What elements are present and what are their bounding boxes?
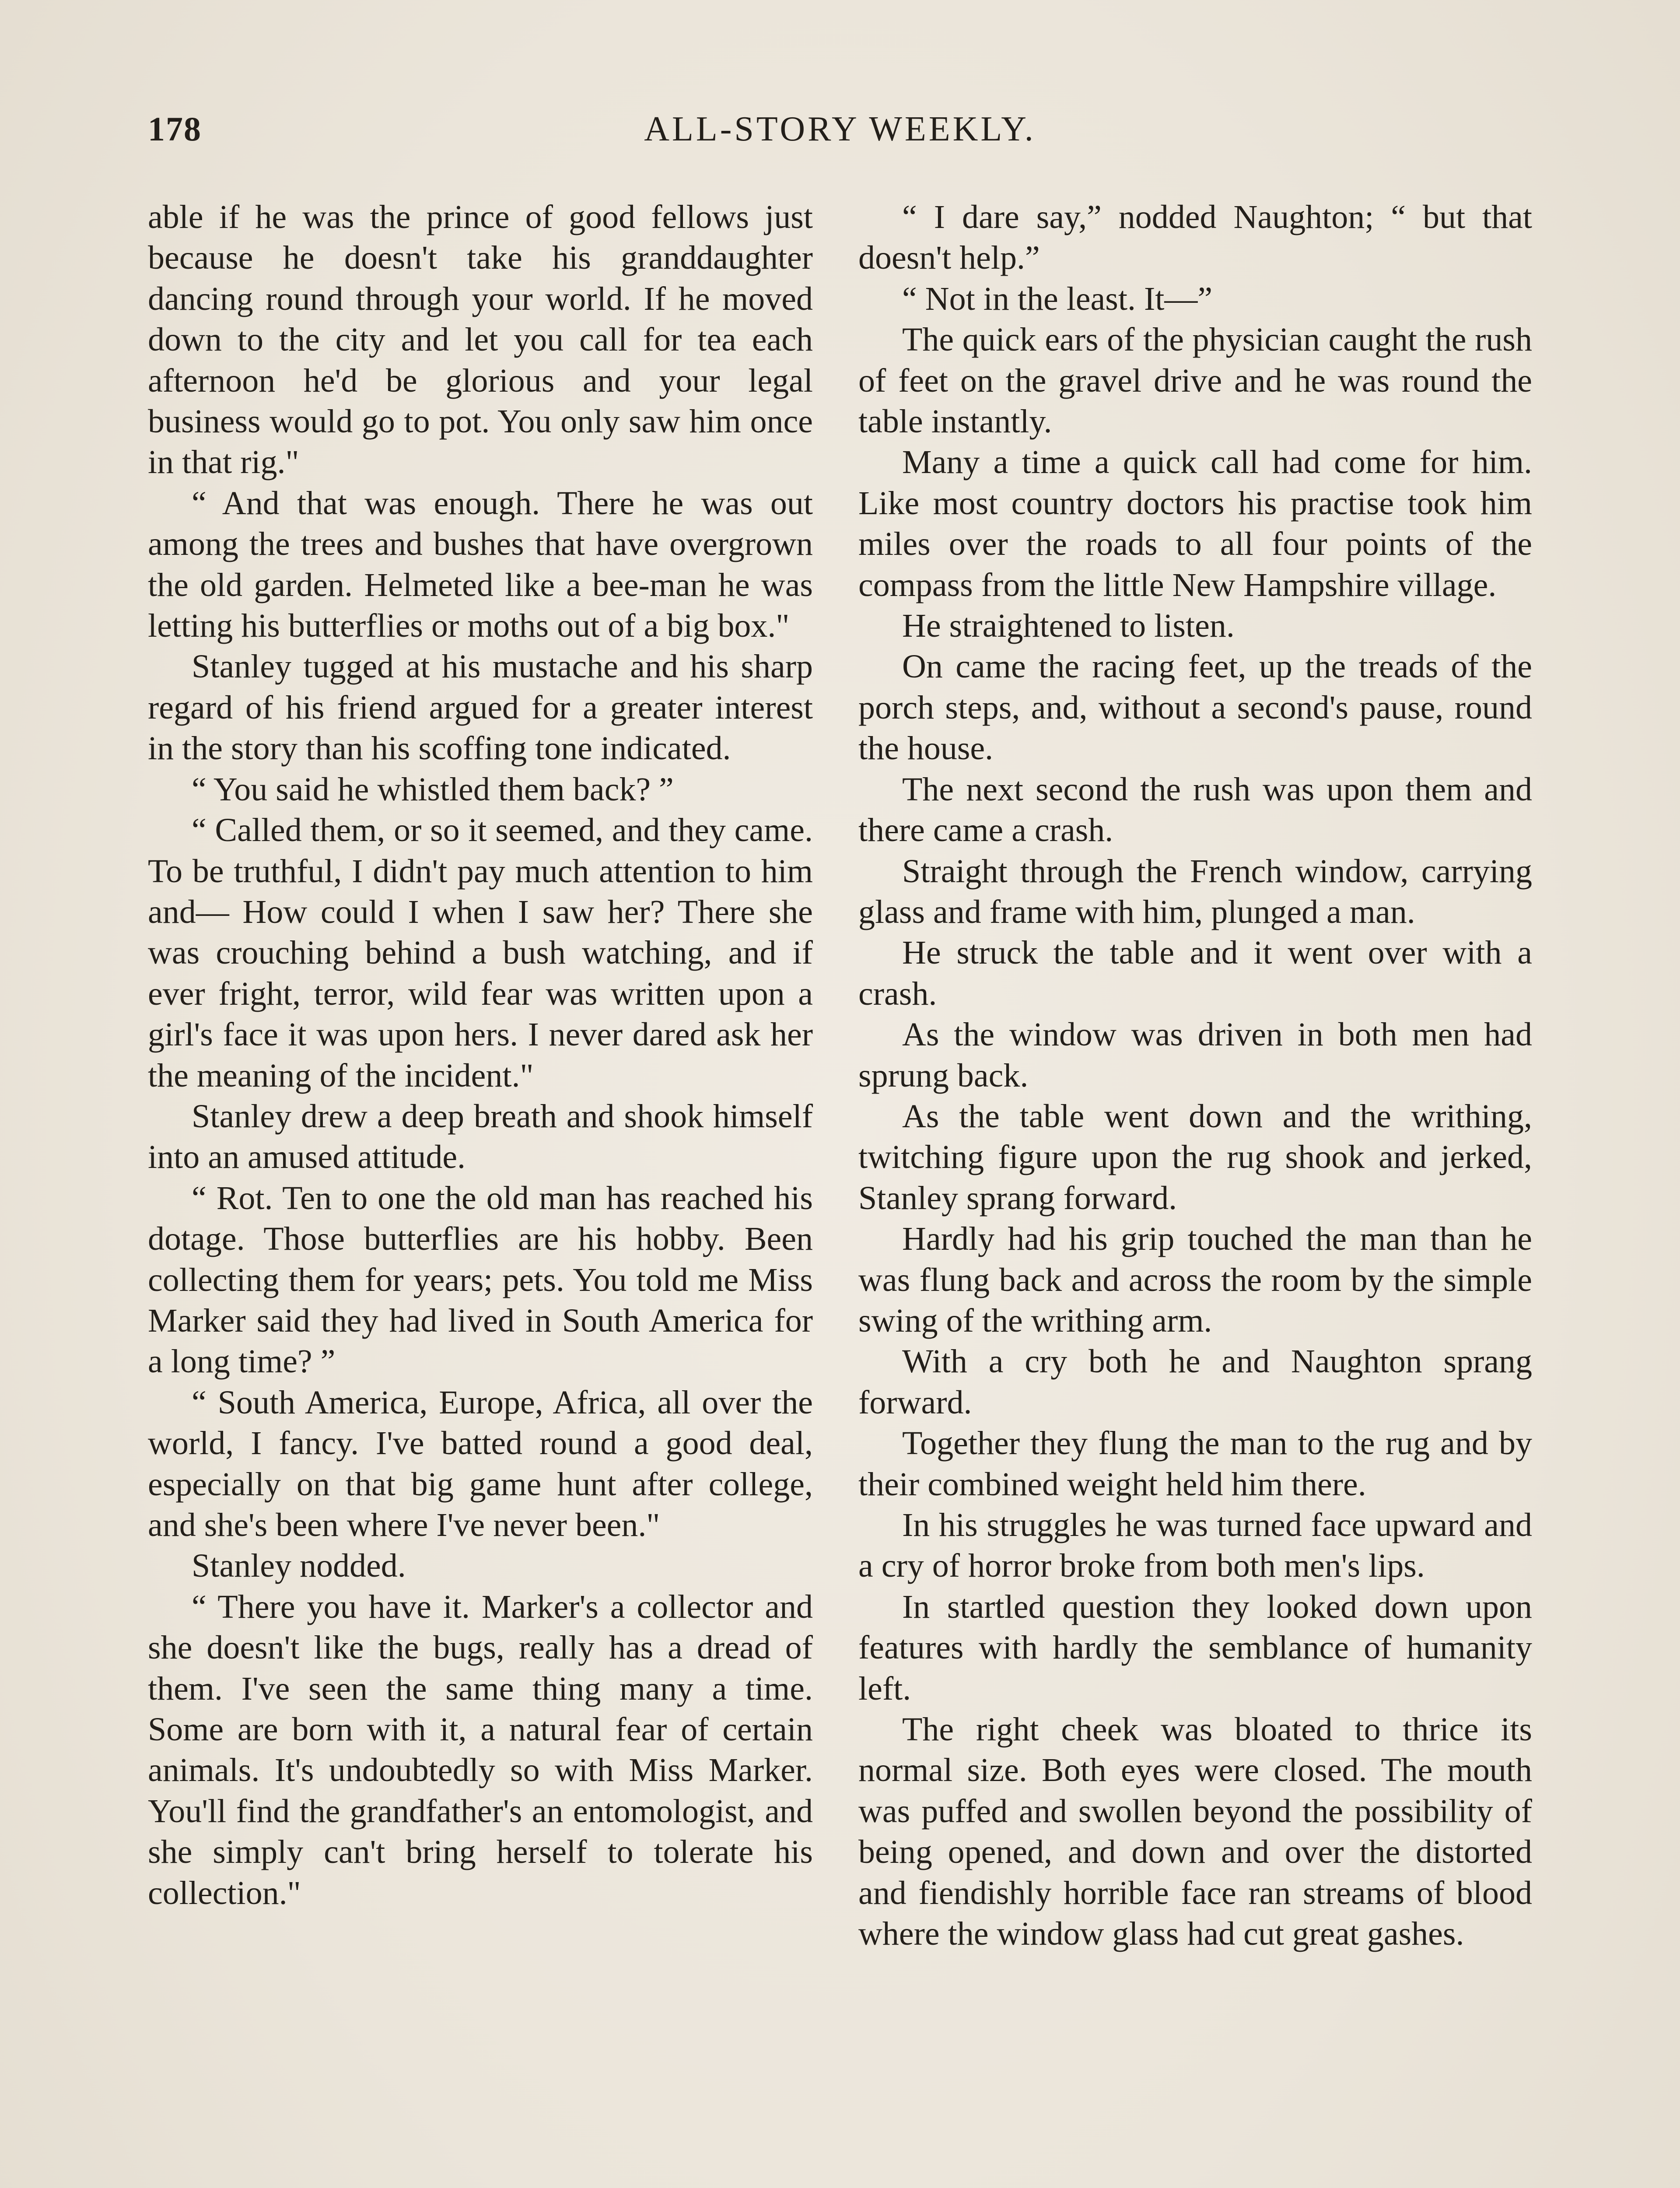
paragraph: In startled question they looked down upon features with hardly the semblance of humanity left. [858,1588,1532,1707]
paragraph: The next second the rush was upon them and there came a crash. [858,771,1532,849]
paragraph: Straight through the French window, carrying glass and frame with him, plunged a man. [858,852,1532,930]
paragraph: Stanley tugged at his mustache and his sharp regard of his friend argued for a greater interest in the story than his scoffing tone indicated. [148,648,813,767]
page-number: 178 [148,110,202,148]
left-column [148,197,813,1914]
paragraph: “ Rot. Ten to one the old man has reached his dotage. Those butterflies are his hobby. Been collecting them for years; pets. You told me Miss Marker said they had lived in South America for a long time? ” [148,1179,813,1380]
paragraph: As the table went down and the writhing, twitching figure upon the rug shook and jerked, Stanley sprang forward. [858,1098,1532,1217]
page-header [148,109,1532,158]
paragraph: As the window was driven in both men had sprung back. [858,1016,1532,1094]
right-column [858,197,1532,1954]
paragraph: He straightened to listen. [902,607,1235,645]
paragraph: “ I dare say,” nodded Naughton; “ but that doesn't help.” [858,199,1532,277]
paragraph: “ There you have it. Marker's a collector and she doesn't like the bugs, really has a dread of them. I've seen the same thing many a time. Some are born with it, a natural fear of certain animals. It's undoubtedly so with Miss Marker. You'll find the grandfather's an entomologist, and she simply can't bring herself to tolerate his collection." [148,1588,813,1911]
paragraph: On came the racing feet, up the treads of the porch steps, and, without a second's pause, round the house. [858,648,1532,767]
paragraph: Many a time a quick call had come for him. Like most country doctors his practise took him miles over the roads to all four points of the compass from the little New Hampshire village. [858,444,1532,603]
paragraph: “ And that was enough. There he was out among the trees and bushes that have overgrown the old garden. Helmeted like a bee-man he was letting his butterflies or moths out of a big box." [148,484,813,645]
paragraph: Together they flung the man to the rug and by their combined weight held him there. [858,1425,1532,1503]
paragraph: Hardly had his grip touched the man than he was flung back and across the room by the simple swing of the writhing arm. [858,1220,1532,1339]
paragraph: “ Called them, or so it seemed, and they came. To be truthful, I didn't pay much attention to him and— How could I when I saw her? There she was crouching behind a bush watching, and if ever fright, terror, wild fear was written upon a girl's face it was upon hers. I never dared ask her the meaning of the incident." [148,812,813,1094]
paragraph: “ You said he whistled them back? ” [192,771,674,808]
paragraph: able if he was the prince of good fellows just because he doesn't take his granddaughter dancing round through your world. If he moved down to the city and let you call for tea each afternoon he'd be glorious and your legal business would go to pot. You only saw him once in that rig." [148,199,813,481]
paragraph: With a cry both he and Naughton sprang forward. [858,1343,1532,1421]
paragraph: In his struggles he was turned face upward and a cry of horror broke from both men's lips. [858,1507,1532,1585]
paragraph: He struck the table and it went over with a crash. [858,934,1532,1012]
running-title: ALL-STORY WEEKLY. [644,110,1036,148]
paragraph: “ South America, Europe, Africa, all over the world, I fancy. I've batted round a good deal, especially on that big game hunt after college, and she's been where I've never been." [148,1384,813,1543]
paragraph: The right cheek was bloated to thrice its normal size. Both eyes were closed. The mouth was puffed and swollen beyond the possibility of being opened, and down and over the distorted and fiendishly horrible face ran streams of blood where the window glass had cut great gashes. [858,1711,1532,1953]
paragraph: Stanley nodded. [192,1547,406,1585]
paragraph: “ Not in the least. It—” [902,280,1213,317]
paragraph: The quick ears of the physician caught the rush of feet on the gravel drive and he was round the table instantly. [858,321,1532,440]
paragraph: Stanley drew a deep breath and shook himself into an amused attitude. [148,1098,813,1176]
